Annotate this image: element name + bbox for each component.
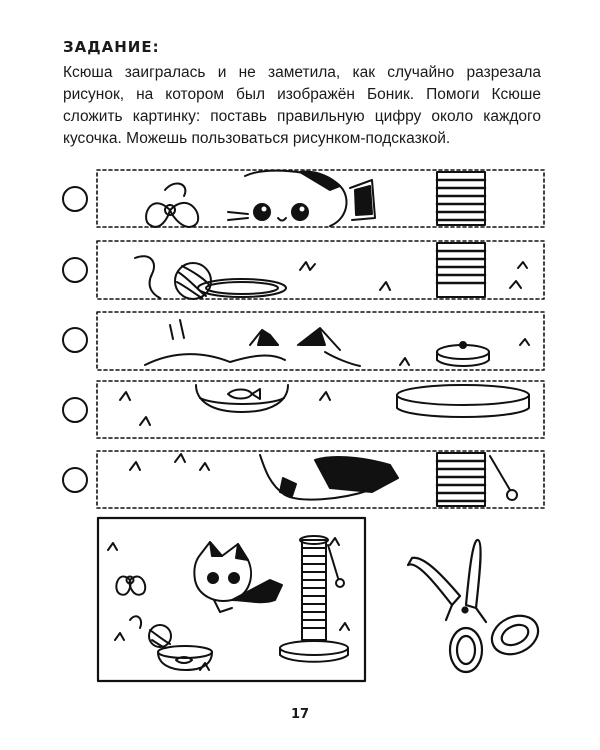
strip-1: [63, 170, 544, 227]
task-text: Ксюша заигралась и не заметила, как случайно разрезала рисунок, на котором был изображён Боник. Помоги Ксюше сложить картинку: поставь правильную цифру около каждого кусочка. Можешь пользоваться рисунком-подсказкой.: [63, 64, 541, 147]
strip-2-frame: [97, 241, 544, 299]
answer-circle-1[interactable]: [63, 187, 87, 211]
scratch-post-base-disc-icon: [397, 385, 529, 417]
answer-circle-2[interactable]: [63, 258, 87, 282]
cat-ears-icon: [250, 328, 360, 366]
strip-4-frame: [97, 381, 544, 438]
strip-4: [63, 381, 544, 438]
hint-picture: [98, 518, 365, 681]
cat-bowl-fish-icon: [196, 385, 288, 412]
answer-circle-5[interactable]: [63, 468, 87, 492]
strip-3: [63, 312, 544, 370]
answer-circle-3[interactable]: [63, 328, 87, 352]
grass-icon-3: [130, 454, 209, 470]
grass-icon: [300, 262, 315, 270]
strip-2: [63, 241, 544, 299]
task-heading: ЗАДАНИЕ:: [63, 38, 160, 56]
cat-bowl-top-icon: [198, 279, 286, 297]
scratch-post-top-icon: [437, 172, 485, 225]
strip-5: [63, 451, 544, 508]
scratch-post-middle-icon: [437, 453, 517, 506]
scissors-icon: [408, 540, 544, 672]
cat-body-icon: [260, 455, 398, 500]
scratch-post-disc-icon: [437, 342, 489, 366]
yarn-thread: [135, 256, 160, 298]
grass-icon-2: [120, 392, 150, 425]
answer-circle-4[interactable]: [63, 398, 87, 422]
scratch-post-base-icon: [437, 243, 485, 297]
grass-line: [145, 354, 285, 365]
page-number: 17: [290, 707, 310, 722]
